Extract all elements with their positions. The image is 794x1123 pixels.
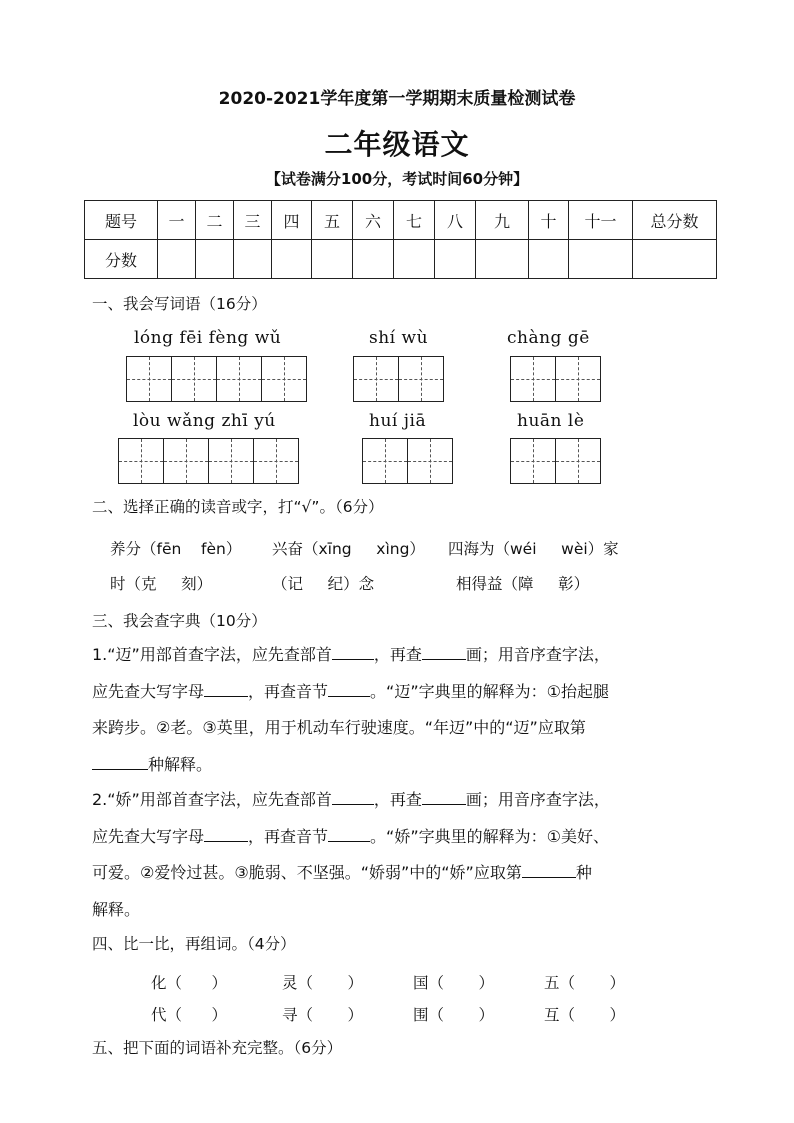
question-text: 1.“迈”用部首查字法，应先查部首: [92, 645, 332, 664]
section4-title: 四、比一比，再组词。（4分）: [92, 935, 296, 953]
column-header: 十: [529, 201, 569, 240]
section2-title: 二、选择正确的读音或字，打“√”。（6分）: [92, 498, 384, 516]
question-text: ，再查: [373, 790, 422, 809]
writing-cell[interactable]: [126, 356, 172, 402]
score-cell[interactable]: [476, 240, 529, 279]
row-header-cell: 题号: [85, 201, 158, 240]
column-header: 八: [435, 201, 476, 240]
answer-blank[interactable]: [92, 753, 148, 770]
pinyin-label: lòu wǎng zhī yú: [133, 411, 276, 431]
word-group-item[interactable]: 互（ ）: [544, 1006, 625, 1024]
score-cell[interactable]: [529, 240, 569, 279]
score-table-score-row: [85, 240, 717, 279]
pronunciation-choice[interactable]: 养分（fēn fèn）: [110, 540, 242, 558]
word-group-item[interactable]: 灵（ ）: [282, 974, 363, 992]
writing-grid[interactable]: [118, 438, 299, 484]
column-header: 七: [394, 201, 435, 240]
column-header: 四: [272, 201, 312, 240]
writing-cell[interactable]: [555, 356, 601, 402]
dictionary-question-2: [92, 782, 704, 928]
section5-title: 五、把下面的词语补充完整。（6分）: [92, 1039, 343, 1057]
dictionary-question-1: [92, 637, 704, 783]
question-text: 应先查大写字母: [92, 826, 205, 846]
section1-title: 一、我会写词语（16分）: [92, 295, 267, 313]
question-text: 应先查大写字母: [92, 681, 205, 701]
pronunciation-choice[interactable]: 四海为（wéi wèi）家: [448, 540, 619, 558]
score-cell[interactable]: [394, 240, 435, 279]
score-cell[interactable]: [312, 240, 353, 279]
question-text: 2.“娇”用部首查字法，应先查部首: [92, 790, 332, 809]
question-text: 。“迈”字典里的解释为：①抬起腿: [370, 681, 609, 701]
writing-cell[interactable]: [216, 356, 262, 402]
exam-title: 2020-2021学年度第一学期期末质量检测试卷: [218, 89, 576, 109]
writing-cell[interactable]: [118, 438, 164, 484]
writing-cell[interactable]: [510, 356, 556, 402]
writing-cell[interactable]: [261, 356, 307, 402]
score-table: [84, 200, 717, 279]
word-group-item[interactable]: 寻（ ）: [282, 1006, 363, 1024]
answer-blank[interactable]: [422, 643, 466, 660]
question-text: 种解释。: [148, 754, 213, 774]
word-group-item[interactable]: 五（ ）: [544, 974, 625, 992]
writing-grid[interactable]: [126, 356, 307, 402]
subject-title: 二年级语文: [324, 128, 470, 161]
pinyin-label: huí jiā: [369, 411, 427, 431]
column-header: 一: [158, 201, 196, 240]
word-group-item[interactable]: 化（ ）: [151, 974, 228, 992]
question-text: 画；用音序查字法，: [465, 790, 610, 809]
question-text: 画；用音序查字法，: [465, 645, 610, 664]
column-header: 六: [353, 201, 394, 240]
question-text: 。“娇”字典里的解释为：①美好、: [370, 826, 609, 846]
writing-cell[interactable]: [353, 356, 399, 402]
answer-blank[interactable]: [332, 643, 374, 660]
writing-cell[interactable]: [362, 438, 408, 484]
answer-blank[interactable]: [522, 861, 576, 878]
writing-cell[interactable]: [555, 438, 601, 484]
column-header: 五: [312, 201, 353, 240]
score-cell[interactable]: [272, 240, 312, 279]
score-cell[interactable]: [435, 240, 476, 279]
score-cell[interactable]: [633, 240, 717, 279]
answer-blank[interactable]: [328, 825, 370, 842]
column-header: 二: [196, 201, 234, 240]
answer-blank[interactable]: [204, 680, 248, 697]
character-choice[interactable]: 时（克 刻）: [110, 575, 213, 593]
score-cell[interactable]: [158, 240, 196, 279]
pinyin-label: huān lè: [517, 411, 585, 431]
question-text: ，再查音节: [248, 826, 329, 846]
writing-cell[interactable]: [163, 438, 209, 484]
word-group-item[interactable]: 代（ ）: [151, 1006, 228, 1024]
writing-cell[interactable]: [208, 438, 254, 484]
writing-cell[interactable]: [510, 438, 556, 484]
writing-cell[interactable]: [407, 438, 453, 484]
question-text: ，再查: [373, 645, 422, 664]
answer-blank[interactable]: [422, 788, 466, 805]
score-cell[interactable]: [196, 240, 234, 279]
question-text: 来跨步。②老。③英里，用于机动车行驶速度。“年迈”中的“迈”应取第: [92, 718, 586, 737]
writing-cell[interactable]: [253, 438, 299, 484]
answer-blank[interactable]: [204, 825, 248, 842]
word-group-item[interactable]: 围（ ）: [413, 1006, 494, 1024]
pinyin-label: chàng gē: [507, 328, 590, 348]
question-text: ，再查音节: [248, 681, 329, 701]
word-group-item[interactable]: 国（ ）: [413, 974, 494, 992]
question-text: 种: [575, 863, 592, 882]
answer-blank[interactable]: [332, 788, 374, 805]
question-text: 解释。: [92, 899, 141, 919]
writing-grid[interactable]: [510, 438, 601, 484]
column-header: 九: [476, 201, 529, 240]
writing-grid[interactable]: [362, 438, 453, 484]
score-cell[interactable]: [353, 240, 394, 279]
pronunciation-choice[interactable]: 兴奋（xīng xìng）: [272, 540, 425, 558]
writing-cell[interactable]: [398, 356, 444, 402]
character-choice[interactable]: 相得益（障 彰）: [456, 575, 590, 593]
score-table-header-row: [85, 201, 717, 240]
question-text: 可爱。②爱怜过甚。③脆弱、不坚强。“娇弱”中的“娇”应取第: [92, 863, 522, 882]
writing-grid[interactable]: [510, 356, 601, 402]
answer-blank[interactable]: [328, 680, 370, 697]
pinyin-label: lóng fēi fèng wǔ: [134, 328, 282, 348]
pinyin-label: shí wù: [369, 328, 429, 348]
score-cell[interactable]: [569, 240, 633, 279]
writing-grid[interactable]: [353, 356, 444, 402]
score-cell[interactable]: [234, 240, 272, 279]
writing-cell[interactable]: [171, 356, 217, 402]
exam-note: 【试卷满分100分，考试时间60分钟】: [265, 170, 529, 188]
column-header: 三: [234, 201, 272, 240]
character-choice[interactable]: （记 纪）念: [272, 575, 375, 593]
section3-title: 三、我会查字典（10分）: [92, 612, 267, 630]
score-label-cell: 分数: [85, 240, 158, 279]
column-header: 总分数: [633, 201, 717, 240]
column-header: 十一: [569, 201, 633, 240]
